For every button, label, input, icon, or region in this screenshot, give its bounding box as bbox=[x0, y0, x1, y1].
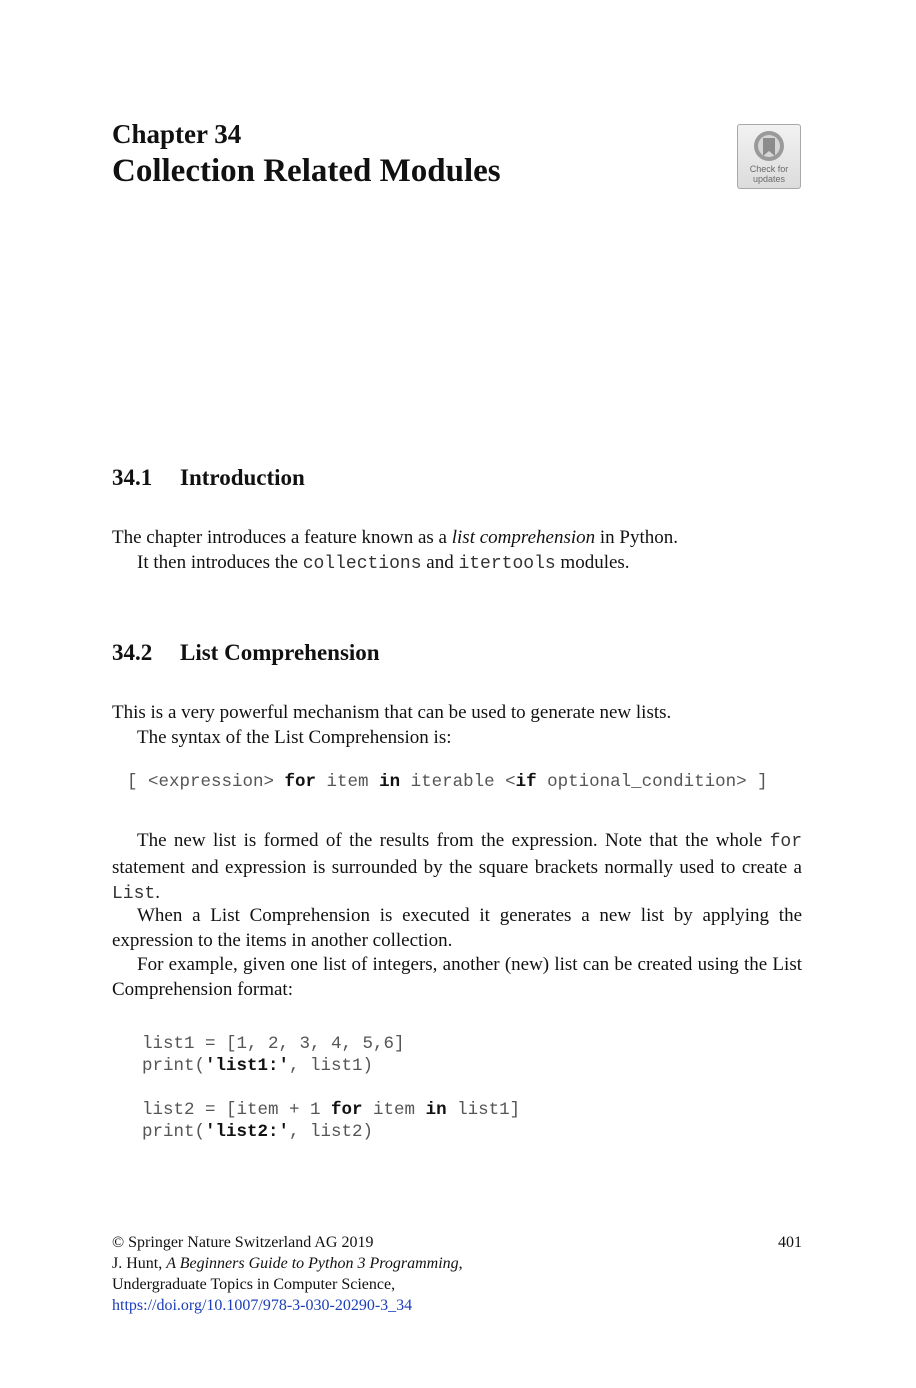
inline-code: List bbox=[112, 884, 156, 904]
doi-link[interactable]: https://doi.org/10.1007/978-3-030-20290-3_34 bbox=[112, 1297, 413, 1314]
code-line: list1 = [1, 2, 3, 4, 5,6] bbox=[142, 1034, 405, 1054]
text-run: in Python. bbox=[595, 527, 678, 548]
code-text: [ <expression> bbox=[127, 772, 285, 792]
section-title: Introduction bbox=[180, 465, 305, 490]
text-run: The new list is formed of the results from the expression. Note that the whole bbox=[137, 830, 770, 851]
crossmark-icon bbox=[752, 129, 786, 163]
lc-paragraph-5: For example, given one list of integers, another (new) list can be created using the List Comprehension format: bbox=[112, 954, 802, 1000]
code-text: print( bbox=[142, 1122, 206, 1142]
code-text: print( bbox=[142, 1056, 206, 1076]
intro-paragraph-1 bbox=[112, 525, 802, 550]
code-string: 'list2:' bbox=[205, 1122, 290, 1142]
text-run: and bbox=[421, 552, 459, 573]
text-run: statement and expression is surrounded by the square brackets normally used to create a bbox=[112, 857, 802, 878]
chapter-label: Chapter 34 bbox=[112, 119, 242, 149]
text-run: The chapter introduces a feature known as a bbox=[112, 527, 452, 548]
code-keyword: if bbox=[515, 772, 537, 792]
author: J. Hunt, bbox=[112, 1255, 167, 1272]
section-title: List Comprehension bbox=[180, 640, 380, 665]
badge-line-2: updates bbox=[752, 174, 786, 184]
code-text: iterable < bbox=[400, 772, 516, 792]
text-run: It then introduces the bbox=[137, 552, 303, 573]
badge-line-1: Check for bbox=[749, 164, 789, 174]
code-text: list1] bbox=[446, 1100, 521, 1120]
code-keyword: for bbox=[331, 1100, 363, 1120]
inline-code: collections bbox=[302, 554, 422, 574]
emphasis: list comprehension bbox=[451, 527, 596, 548]
intro-paragraph-2 bbox=[112, 550, 802, 577]
code-keyword: for bbox=[284, 772, 317, 792]
inline-code: itertools bbox=[458, 554, 556, 574]
book-title: A Beginners Guide to Python 3 Programming bbox=[166, 1255, 459, 1272]
code-text: , list1) bbox=[289, 1056, 374, 1076]
inline-code: for bbox=[769, 832, 802, 852]
citation-line bbox=[112, 1253, 463, 1274]
text-run: modules. bbox=[555, 552, 630, 573]
section-number: 34.2 bbox=[112, 640, 153, 665]
check-for-updates-badge[interactable] bbox=[737, 124, 801, 189]
check-for-updates-label bbox=[738, 164, 800, 184]
footer bbox=[112, 1232, 463, 1316]
syntax-block bbox=[127, 770, 768, 794]
code-keyword: in bbox=[379, 772, 401, 792]
section-number: 34.1 bbox=[112, 465, 153, 490]
copyright-line: © Springer Nature Switzerland AG 2019 bbox=[112, 1234, 374, 1251]
section-heading-list-comprehension bbox=[112, 639, 380, 667]
code-text: item bbox=[362, 1100, 426, 1120]
page-number: 401 bbox=[778, 1234, 802, 1251]
code-string: 'list1:' bbox=[205, 1056, 290, 1076]
code-text: optional_condition> ] bbox=[536, 772, 768, 792]
lc-paragraph-4: When a List Comprehension is executed it generates a new list by applying the expression to the items in another collection. bbox=[112, 905, 802, 951]
series-line: Undergraduate Topics in Computer Science, bbox=[112, 1276, 396, 1293]
lc-paragraph-2: The syntax of the List Comprehension is: bbox=[137, 727, 452, 748]
code-text: list2 = [item + 1 bbox=[142, 1100, 332, 1120]
code-block bbox=[142, 1033, 520, 1143]
section-heading-introduction bbox=[112, 464, 305, 492]
text-run: . bbox=[155, 882, 160, 903]
code-keyword: in bbox=[425, 1100, 447, 1120]
chapter-title: Collection Related Modules bbox=[112, 153, 501, 189]
code-text: item bbox=[316, 772, 380, 792]
code-text: , list2) bbox=[289, 1122, 374, 1142]
text-run: , bbox=[458, 1255, 463, 1272]
lc-paragraph-1: This is a very powerful mechanism that can be used to generate new lists. bbox=[112, 702, 672, 723]
